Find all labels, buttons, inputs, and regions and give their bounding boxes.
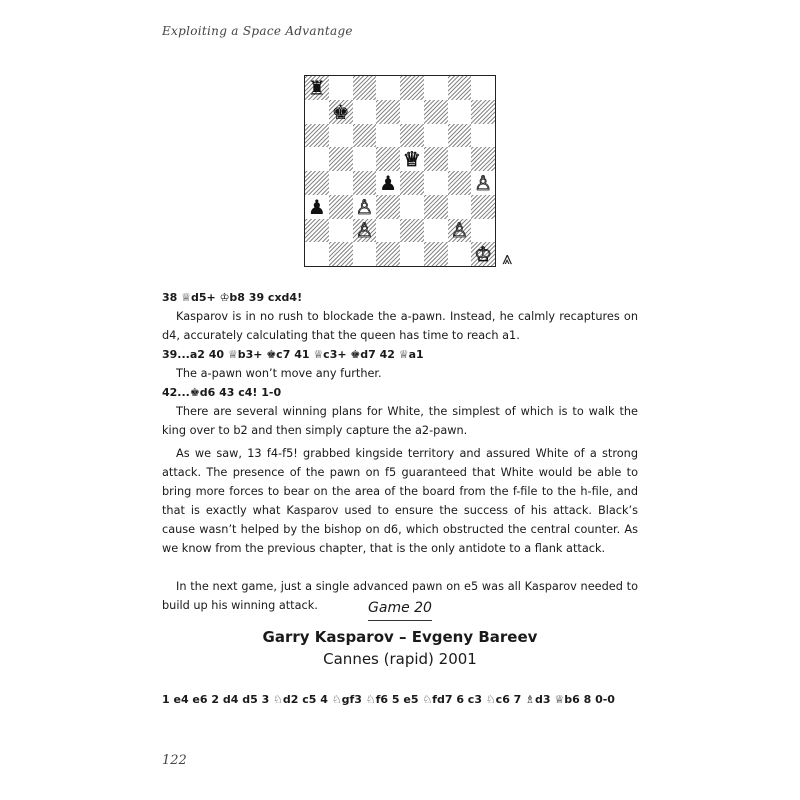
paragraph: Kasparov is in no rush to blockade the a-pawn. Instead, he calmly recaptures on d4, accurately calculating that the queen has time to reach a1.: [162, 310, 638, 342]
square-d4: [376, 171, 400, 195]
move-line: 38 ♕d5+ ♔b8 39 cxd4!: [162, 291, 303, 304]
white-piece-icon: ♙: [355, 218, 374, 243]
square-e5: [400, 147, 424, 171]
square-d2: [376, 219, 400, 243]
square-a2: [305, 219, 329, 243]
square-e6: [400, 124, 424, 148]
square-e7: [400, 100, 424, 124]
square-f6: [424, 124, 448, 148]
square-b2: [329, 219, 353, 243]
page-number: 122: [162, 753, 187, 768]
square-d3: [376, 195, 400, 219]
square-h4: [471, 171, 495, 195]
square-g5: [448, 147, 472, 171]
square-b1: [329, 242, 353, 266]
paragraph: In the next game, just a single advanced pawn on e5 was all Kasparov needed to build up his winning attack.: [162, 580, 638, 612]
move-line: 42...♚d6 43 c4! 1-0: [162, 386, 282, 399]
square-d1: [376, 242, 400, 266]
square-a7: [305, 100, 329, 124]
square-e4: [400, 171, 424, 195]
square-d7: [376, 100, 400, 124]
square-b4: [329, 171, 353, 195]
square-a8: [305, 76, 329, 100]
square-h8: [471, 76, 495, 100]
square-a6: [305, 124, 329, 148]
square-h5: [471, 147, 495, 171]
game-title: Game 20: [368, 600, 432, 616]
square-g6: [448, 124, 472, 148]
white-to-move-arrow-icon: ⩓: [502, 248, 513, 269]
chess-diagram: [304, 75, 496, 267]
square-g4: [448, 171, 472, 195]
square-b5: [329, 147, 353, 171]
square-f8: [424, 76, 448, 100]
square-f3: [424, 195, 448, 219]
square-f2: [424, 219, 448, 243]
square-c1: [353, 242, 377, 266]
black-piece-icon: ♟: [307, 194, 326, 219]
square-e2: [400, 219, 424, 243]
square-f5: [424, 147, 448, 171]
square-c6: [353, 124, 377, 148]
game-moves: 1 e4 e6 2 d4 d5 3 ♘d2 c5 4 ♘gf3 ♘f6 5 e5 ♘fd7 6 c3 ♘c6 7 ♗d3 ♕b6 8 0-0: [162, 693, 615, 706]
paragraph: There are several winning plans for White, the simplest of which is to walk the king over to b2 and then simply capture the a2-pawn.: [162, 405, 638, 437]
divider: [368, 620, 432, 621]
white-piece-icon: ♙: [474, 170, 493, 195]
square-a5: [305, 147, 329, 171]
square-h1: [471, 242, 495, 266]
square-g1: [448, 242, 472, 266]
square-b7: [329, 100, 353, 124]
white-piece-icon: ♕: [402, 147, 421, 172]
square-h3: [471, 195, 495, 219]
square-b3: [329, 195, 353, 219]
square-c4: [353, 171, 377, 195]
game-players: Garry Kasparov – Evgeny Bareev: [262, 628, 538, 646]
black-piece-icon: ♜: [307, 75, 326, 100]
white-piece-icon: ♔: [474, 242, 493, 267]
white-piece-icon: ♙: [450, 218, 469, 243]
square-e3: [400, 195, 424, 219]
square-g3: [448, 195, 472, 219]
square-c8: [353, 76, 377, 100]
paragraph: The a-pawn won’t move any further.: [176, 367, 382, 380]
square-d5: [376, 147, 400, 171]
square-c3: [353, 195, 377, 219]
move-line: 39...a2 40 ♕b3+ ♚c7 41 ♕c3+ ♚d7 42 ♕a1: [162, 348, 424, 361]
square-c7: [353, 100, 377, 124]
white-piece-icon: ♙: [355, 194, 374, 219]
black-piece-icon: ♟: [379, 170, 398, 195]
square-h2: [471, 219, 495, 243]
square-g2: [448, 219, 472, 243]
running-header: Exploiting a Space Advantage: [162, 24, 353, 38]
paragraph: As we saw, 13 f4-f5! grabbed kingside territory and assured White of a strong attack. The presence of the pawn on f5 guaranteed that White would be able to bring more forces to bear on the area of the board from the f-file to the h-file, and that is exactly what Kasparov used to ensure the success of his attack. Black’s cause wasn’t helped by the bishop on d6, which obstructed the central counter. As we know from the previous chapter, that is the only antidote to a flank attack.: [162, 447, 638, 555]
square-a3: [305, 195, 329, 219]
square-f1: [424, 242, 448, 266]
square-b6: [329, 124, 353, 148]
square-a4: [305, 171, 329, 195]
square-h7: [471, 100, 495, 124]
square-d6: [376, 124, 400, 148]
square-b8: [329, 76, 353, 100]
square-f7: [424, 100, 448, 124]
square-g8: [448, 76, 472, 100]
black-piece-icon: ♚: [331, 99, 350, 124]
commentary: [162, 288, 638, 615]
square-c5: [353, 147, 377, 171]
square-e8: [400, 76, 424, 100]
square-a1: [305, 242, 329, 266]
square-d8: [376, 76, 400, 100]
game-event: Cannes (rapid) 2001: [323, 650, 477, 668]
square-h6: [471, 124, 495, 148]
square-e1: [400, 242, 424, 266]
square-f4: [424, 171, 448, 195]
square-c2: [353, 219, 377, 243]
square-g7: [448, 100, 472, 124]
